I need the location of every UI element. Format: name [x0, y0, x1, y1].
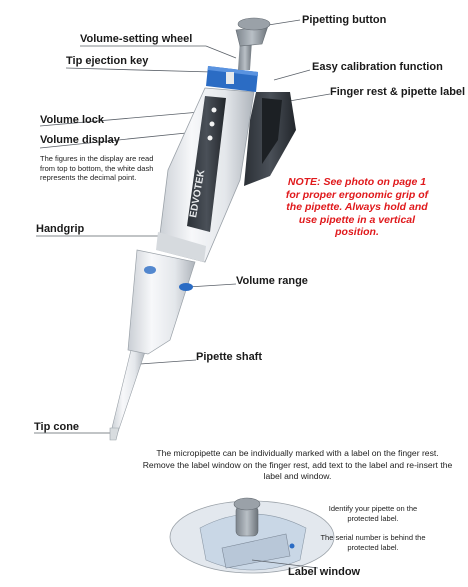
label-handgrip: Handgrip: [36, 223, 85, 235]
ejection-key-window: [226, 72, 234, 84]
tip-cone-shape: [110, 428, 119, 440]
label-pipette-shaft: Pipette shaft: [196, 351, 263, 363]
pipetting-button-top: [238, 18, 270, 30]
label-tip-cone: Tip cone: [34, 421, 80, 433]
label-finger-rest: Finger rest & pipette label: [330, 86, 466, 98]
label-window-inset: [170, 498, 334, 573]
inset-identify-text: Identify your pipette on the protected label.: [328, 504, 418, 523]
lower-body-shape: [128, 250, 195, 354]
label-pipetting-button: Pipetting button: [302, 14, 387, 26]
inset-button: [236, 506, 258, 536]
inset-serial-text: The serial number is behind the protected label.: [320, 533, 426, 552]
volume-range-badge: [179, 283, 193, 291]
label-easy-calibration: Easy calibration function: [312, 61, 443, 73]
brand-text: EDVOTEK: [188, 169, 208, 219]
volume-range-badge-side: [144, 266, 156, 274]
label-volume-range: Volume range: [236, 275, 308, 287]
label-volume-setting-wheel: Volume-setting wheel: [80, 33, 193, 45]
label-label-window: Label window: [288, 566, 361, 578]
safety-note: NOTE: See photo on page 1 for proper ergonomic grip of the pipette. Always hold and use pipette in a vertical position.: [285, 176, 429, 238]
display-reading-note: The figures in the display are read from top to bottom, the white dash represents the decimal point.: [40, 154, 154, 182]
label-volume-display: Volume display: [40, 134, 120, 146]
label-tip-ejection-key: Tip ejection key: [66, 55, 149, 67]
label-instructions: The micropipette can be individually marked with a label on the finger rest. Remove the label window on the finger rest, add text to the label and re-insert the label and window.: [142, 448, 453, 481]
label-volume-lock: Volume lock: [40, 114, 104, 126]
pipette-shaft-shape: [111, 350, 145, 432]
